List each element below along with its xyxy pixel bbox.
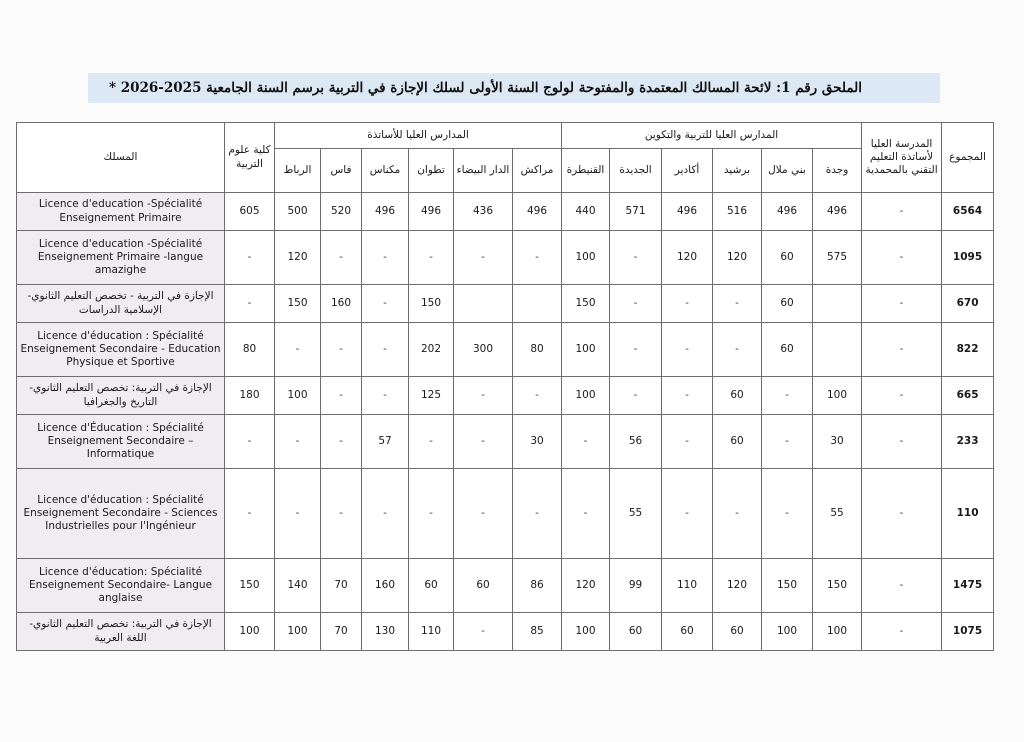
table-row [17,613,994,651]
value-cell-eset-benimellal: - [762,469,813,559]
value-cell-eset-benimellal: - [762,377,813,415]
header-eset-agadir: أكادير [662,149,713,193]
value-cell-eset-kenitra: 100 [562,323,610,377]
value-cell-ens-tetouan: 202 [409,323,454,377]
total-cell: 1475 [942,559,994,613]
value-cell-ens-tetouan: - [409,231,454,285]
value-cell-eset-agadir: 496 [662,193,713,231]
value-cell-eset-benimellal: 60 [762,323,813,377]
value-cell-enset: - [862,377,942,415]
value-cell-eset-berrechid: 60 [713,415,762,469]
value-cell-eset-eljadida: - [610,377,662,415]
value-cell-ens-casablanca: - [454,231,513,285]
value-cell-ens-meknes: 160 [362,559,409,613]
value-cell-ens-tetouan: 150 [409,285,454,323]
value-cell-eset-kenitra: 100 [562,231,610,285]
value-cell-eset-oujda: 575 [813,231,862,285]
value-cell-ens-meknes: 130 [362,613,409,651]
value-cell-ens-rabat: - [275,469,321,559]
value-cell-eset-oujda: 150 [813,559,862,613]
value-cell-eset-berrechid: 516 [713,193,762,231]
value-cell-eset-oujda: 100 [813,613,862,651]
value-cell-eset-kenitra: - [562,415,610,469]
value-cell-ens-casablanca: - [454,613,513,651]
value-cell-eset-berrechid: - [713,469,762,559]
value-cell-eset-berrechid: 60 [713,613,762,651]
value-cell-eset-oujda: 55 [813,469,862,559]
value-cell-enset: - [862,613,942,651]
value-cell-ens-marrakech: 85 [513,613,562,651]
value-cell-ens-fes: - [321,469,362,559]
header-ens-fes: فاس [321,149,362,193]
value-cell-eset-eljadida: 99 [610,559,662,613]
value-cell-ens-rabat: - [275,323,321,377]
total-cell: 6564 [942,193,994,231]
header-enset: المدرسة العليا لأساتذة التعليم التقني بالمحمدية [862,123,942,193]
value-cell-ens-fes: 70 [321,559,362,613]
value-cell-ens-fes: 520 [321,193,362,231]
value-cell-ens-meknes: 57 [362,415,409,469]
value-cell-enset: - [862,193,942,231]
value-cell-faculty: - [225,415,275,469]
value-cell-ens-meknes: - [362,377,409,415]
value-cell-eset-eljadida: 60 [610,613,662,651]
value-cell-eset-kenitra: 100 [562,377,610,415]
value-cell-ens-casablanca: 300 [454,323,513,377]
annex-title-band [88,73,940,103]
value-cell-ens-marrakech: - [513,469,562,559]
header-faculty: كلية علوم التربية [225,123,275,193]
total-cell: 665 [942,377,994,415]
value-cell-ens-rabat: - [275,415,321,469]
value-cell-ens-fes: - [321,231,362,285]
value-cell-ens-rabat: 120 [275,231,321,285]
total-cell: 670 [942,285,994,323]
path-cell: الإجازة في التربية - تخصص التعليم الثانوي- الإسلامية الدراسات [17,285,225,323]
value-cell-eset-benimellal: 100 [762,613,813,651]
path-cell: Licence d'éducation : Spécialité Enseignement Secondaire - Sciences Industrielles pour l'Ingénieur [17,469,225,559]
total-cell: 110 [942,469,994,559]
value-cell-eset-kenitra: - [562,469,610,559]
value-cell-eset-benimellal: 60 [762,285,813,323]
value-cell-eset-agadir: - [662,377,713,415]
table-row [17,377,994,415]
value-cell-eset-benimellal: 150 [762,559,813,613]
value-cell-ens-meknes: - [362,231,409,285]
value-cell-eset-eljadida: 56 [610,415,662,469]
path-cell: Licence d'education -Spécialité Enseignement Primaire [17,193,225,231]
value-cell-ens-tetouan: 110 [409,613,454,651]
path-cell: Licence d'éducation : Spécialité Enseignement Secondaire - Education Physique et Sportive [17,323,225,377]
value-cell-ens-tetouan: - [409,469,454,559]
value-cell-eset-agadir: - [662,323,713,377]
value-cell-faculty: 100 [225,613,275,651]
value-cell-eset-berrechid: 120 [713,559,762,613]
header-ens-casablanca: الدار البيضاء [454,149,513,193]
header-eset-berrechid: برشيد [713,149,762,193]
table-row [17,415,994,469]
value-cell-ens-casablanca: - [454,469,513,559]
value-cell-eset-eljadida: - [610,285,662,323]
value-cell-eset-agadir: - [662,415,713,469]
value-cell-ens-meknes: - [362,323,409,377]
total-cell: 822 [942,323,994,377]
header-ens-tetouan: تطوان [409,149,454,193]
value-cell-faculty: 150 [225,559,275,613]
value-cell-eset-benimellal: - [762,415,813,469]
header-eset-eljadida: الجديدة [610,149,662,193]
value-cell-eset-oujda: 496 [813,193,862,231]
value-cell-eset-eljadida: - [610,231,662,285]
value-cell-eset-berrechid: 60 [713,377,762,415]
value-cell-eset-agadir: 110 [662,559,713,613]
value-cell-eset-berrechid: 120 [713,231,762,285]
value-cell-faculty: - [225,285,275,323]
value-cell-faculty: - [225,231,275,285]
value-cell-ens-tetouan: 60 [409,559,454,613]
value-cell-ens-marrakech: 80 [513,323,562,377]
value-cell-ens-marrakech: - [513,231,562,285]
value-cell-ens-tetouan: 496 [409,193,454,231]
value-cell-ens-meknes: 496 [362,193,409,231]
value-cell-ens-marrakech: 496 [513,193,562,231]
value-cell-ens-rabat: 500 [275,193,321,231]
value-cell-ens-rabat: 140 [275,559,321,613]
value-cell-eset-benimellal: 496 [762,193,813,231]
value-cell-eset-eljadida: 55 [610,469,662,559]
value-cell-ens-casablanca: - [454,377,513,415]
path-cell: الإجازة في التربية: تخصص التعليم الثانوي- التاريخ والجغرافيا [17,377,225,415]
value-cell-eset-benimellal: 60 [762,231,813,285]
value-cell-eset-oujda [813,285,862,323]
value-cell-eset-kenitra: 150 [562,285,610,323]
value-cell-ens-meknes: - [362,285,409,323]
value-cell-ens-meknes: - [362,469,409,559]
path-cell: Licence d'Éducation : Spécialité Enseignement Secondaire – Informatique [17,415,225,469]
table-row [17,323,994,377]
path-cell: Licence d'education -Spécialité Enseignement Primaire -langue amazighe [17,231,225,285]
path-cell: الإجازة في التربية: تخصص التعليم الثانوي- اللغة العربية [17,613,225,651]
table-row [17,469,994,559]
value-cell-ens-tetouan: 125 [409,377,454,415]
path-cell: Licence d'éducation: Spécialité Enseignement Secondaire- Langue anglaise [17,559,225,613]
value-cell-eset-agadir: 60 [662,613,713,651]
value-cell-ens-marrakech: 86 [513,559,562,613]
value-cell-ens-casablanca: 436 [454,193,513,231]
total-cell: 1075 [942,613,994,651]
value-cell-faculty: - [225,469,275,559]
header-ens-meknes: مكناس [362,149,409,193]
header-total: المجموع [942,123,994,193]
header-ens-group: المدارس العليا للأساتذة [275,123,562,149]
value-cell-ens-fes: 160 [321,285,362,323]
header-eset-group: المدارس العليا للتربية والتكوين [562,123,862,149]
table-row [17,231,994,285]
value-cell-enset: - [862,285,942,323]
value-cell-ens-casablanca: 60 [454,559,513,613]
value-cell-enset: - [862,323,942,377]
header-ens-rabat: الرباط [275,149,321,193]
value-cell-eset-kenitra: 100 [562,613,610,651]
total-cell: 1095 [942,231,994,285]
value-cell-ens-casablanca [454,285,513,323]
value-cell-enset: - [862,231,942,285]
value-cell-ens-marrakech: 30 [513,415,562,469]
value-cell-eset-oujda [813,323,862,377]
value-cell-ens-marrakech [513,285,562,323]
header-path: المسلك [17,123,225,193]
value-cell-eset-oujda: 30 [813,415,862,469]
value-cell-ens-fes: - [321,415,362,469]
header-ens-marrakech: مراكش [513,149,562,193]
value-cell-ens-fes: - [321,323,362,377]
value-cell-ens-rabat: 100 [275,613,321,651]
value-cell-ens-tetouan: - [409,415,454,469]
value-cell-eset-agadir: - [662,469,713,559]
header-eset-oujda: وجدة [813,149,862,193]
value-cell-eset-eljadida: 571 [610,193,662,231]
programs-table [16,122,994,651]
value-cell-eset-kenitra: 120 [562,559,610,613]
value-cell-faculty: 605 [225,193,275,231]
value-cell-eset-eljadida: - [610,323,662,377]
header-eset-kenitra: القنيطرة [562,149,610,193]
value-cell-eset-berrechid: - [713,285,762,323]
table-row [17,559,994,613]
table-row [17,193,994,231]
value-cell-ens-marrakech: - [513,377,562,415]
value-cell-eset-oujda: 100 [813,377,862,415]
header-row-groups [17,123,994,149]
table-row [17,285,994,323]
value-cell-eset-agadir: 120 [662,231,713,285]
annex-title: الملحق رقم 1: لائحة المسالك المعتمدة والمفتوحة لولوج السنة الأولى لسلك الإجازة في التربية برسم السنة الجامعية 2025-2026 * [108,80,862,96]
value-cell-faculty: 80 [225,323,275,377]
value-cell-eset-agadir: - [662,285,713,323]
value-cell-enset: - [862,559,942,613]
value-cell-ens-fes: 70 [321,613,362,651]
header-eset-benimellal: بني ملال [762,149,813,193]
value-cell-ens-rabat: 150 [275,285,321,323]
value-cell-eset-berrechid: - [713,323,762,377]
value-cell-eset-kenitra: 440 [562,193,610,231]
value-cell-faculty: 180 [225,377,275,415]
value-cell-ens-fes: - [321,377,362,415]
value-cell-ens-casablanca: - [454,415,513,469]
total-cell: 233 [942,415,994,469]
value-cell-enset: - [862,469,942,559]
value-cell-ens-rabat: 100 [275,377,321,415]
value-cell-enset: - [862,415,942,469]
